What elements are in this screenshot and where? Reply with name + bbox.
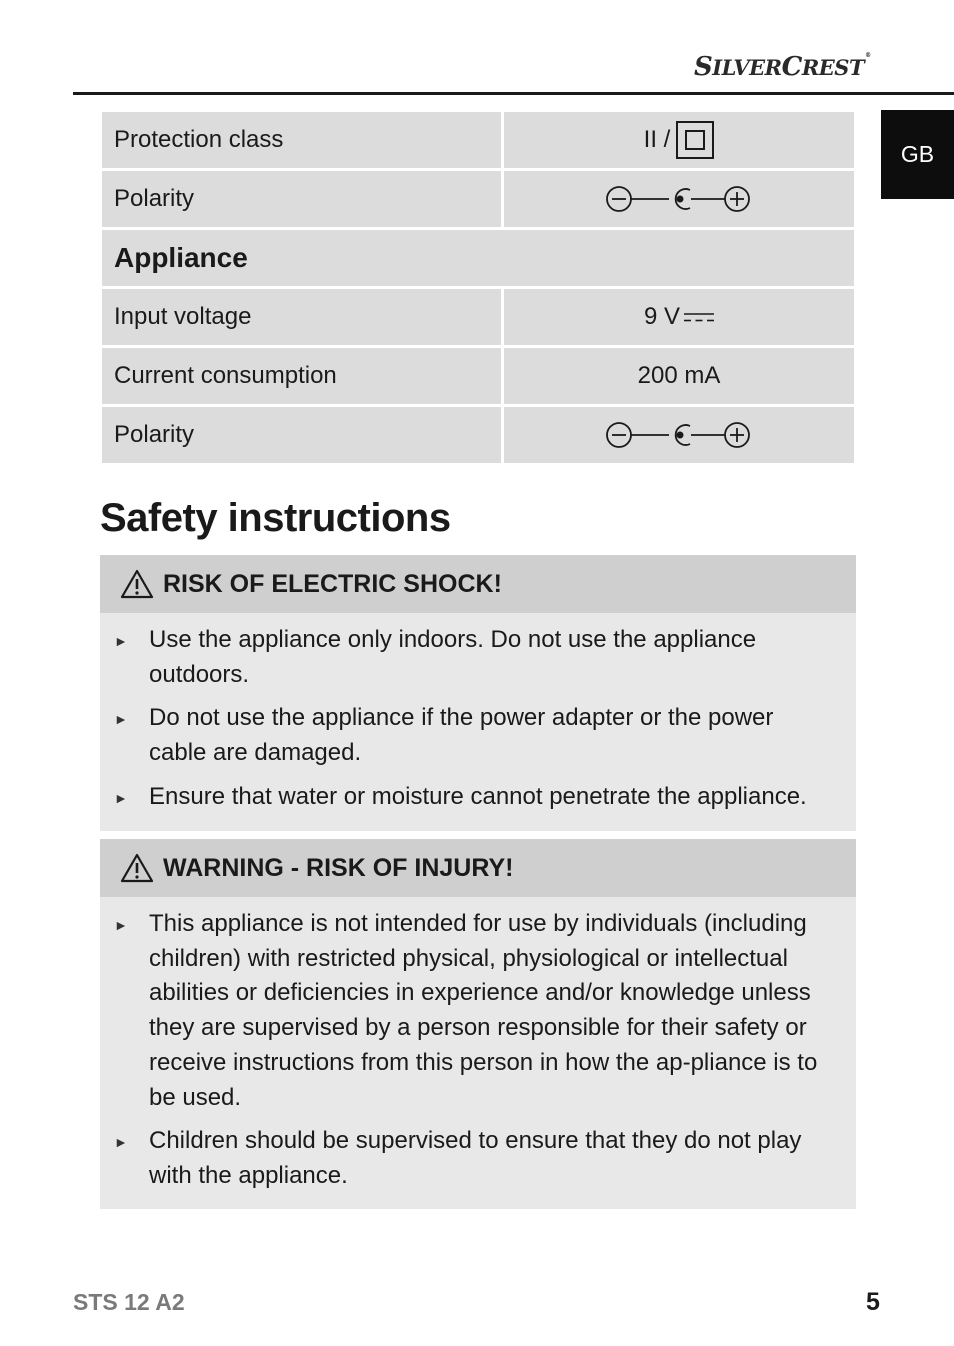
triangle-bullet-icon: ► bbox=[114, 633, 128, 649]
table-cell-value bbox=[504, 289, 854, 345]
list-item bbox=[114, 623, 826, 692]
protection-class-value bbox=[644, 121, 715, 159]
warning-list bbox=[100, 613, 856, 831]
warning-triangle-icon bbox=[120, 853, 154, 883]
brand-letter: S bbox=[694, 52, 713, 82]
protection-class-ii-icon bbox=[676, 121, 714, 159]
list-item-text: Use the appliance only indoors. Do not use the appliance outdoors. bbox=[149, 626, 757, 688]
brand-text: ILVER bbox=[712, 55, 782, 80]
triangle-bullet-icon: ► bbox=[114, 917, 128, 933]
warning-box-injury bbox=[100, 839, 856, 1209]
table-section-header bbox=[102, 230, 854, 286]
brand-letter: C bbox=[781, 52, 802, 82]
polarity-icon bbox=[605, 185, 753, 213]
table-cell-value bbox=[504, 112, 854, 168]
table-cell-label bbox=[102, 171, 501, 227]
table-row bbox=[102, 289, 854, 345]
header-divider bbox=[73, 92, 954, 95]
list-item-text: This appliance is not intended for use by individuals (including children) with restricted physical, physiological or intellectual abilities or deficiencies in experience and/or knowledge unless they are supervised by a person responsible for their safety or receive instructions from this person in how the ap-pliance is to be used. bbox=[149, 910, 818, 1111]
cell-text: Current consumption bbox=[114, 362, 337, 389]
triangle-bullet-icon: ► bbox=[114, 1134, 128, 1151]
warning-title: WARNING - RISK OF INJURY! bbox=[163, 853, 514, 882]
cell-text: Polarity bbox=[114, 421, 195, 448]
cell-text: Protection class bbox=[114, 126, 284, 153]
table-cell-value bbox=[504, 171, 854, 227]
list-item bbox=[114, 907, 826, 1115]
table-row bbox=[102, 407, 854, 463]
triangle-bullet-icon: ► bbox=[114, 789, 128, 806]
table-row bbox=[102, 171, 854, 227]
cell-text: Input voltage bbox=[114, 303, 252, 330]
list-item bbox=[114, 1124, 826, 1193]
table-row bbox=[102, 112, 854, 168]
list-item-text: Do not use the appliance if the power adapter or the power cable are damaged. bbox=[149, 704, 774, 767]
table-cell-label bbox=[102, 348, 501, 404]
cell-text: 9 V bbox=[643, 303, 681, 330]
footer-model-number: STS 12 A2 bbox=[73, 1289, 185, 1315]
language-tab-label: GB bbox=[900, 141, 935, 167]
warning-header bbox=[100, 839, 856, 897]
language-tab bbox=[881, 110, 954, 199]
warning-header bbox=[100, 555, 856, 613]
list-item bbox=[114, 780, 826, 816]
table-cell-label bbox=[102, 407, 501, 463]
brand-logo bbox=[694, 52, 871, 82]
warning-title: RISK OF ELECTRIC SHOCK! bbox=[163, 569, 502, 598]
dc-current-icon bbox=[684, 313, 714, 322]
list-item-text: Children should be supervised to ensure that they do not play with the appliance. bbox=[149, 1127, 802, 1189]
cell-text: Polarity bbox=[114, 185, 195, 212]
table-cell-label bbox=[102, 112, 501, 168]
table-cell-value bbox=[504, 407, 854, 463]
warning-box-electric-shock bbox=[100, 555, 856, 831]
registered-mark: ® bbox=[865, 52, 871, 59]
list-item-text: Ensure that water or moisture cannot penetrate the appliance. bbox=[149, 782, 807, 810]
table-row bbox=[102, 348, 854, 404]
cell-text: II / bbox=[643, 126, 671, 153]
warning-list bbox=[100, 897, 856, 1209]
polarity-icon bbox=[605, 421, 753, 449]
cell-text: Appliance bbox=[114, 242, 248, 273]
section-title: Safety instructions bbox=[100, 496, 451, 540]
cell-text: 200 mA bbox=[637, 362, 721, 389]
warning-triangle-icon bbox=[120, 569, 154, 599]
table-cell-label bbox=[102, 289, 501, 345]
brand-text: REST bbox=[801, 55, 865, 80]
spec-table bbox=[102, 112, 854, 466]
list-item bbox=[114, 701, 826, 770]
table-row bbox=[102, 230, 854, 286]
triangle-bullet-icon: ► bbox=[114, 711, 128, 728]
table-cell-value bbox=[504, 348, 854, 404]
page-number: 5 bbox=[866, 1288, 880, 1316]
